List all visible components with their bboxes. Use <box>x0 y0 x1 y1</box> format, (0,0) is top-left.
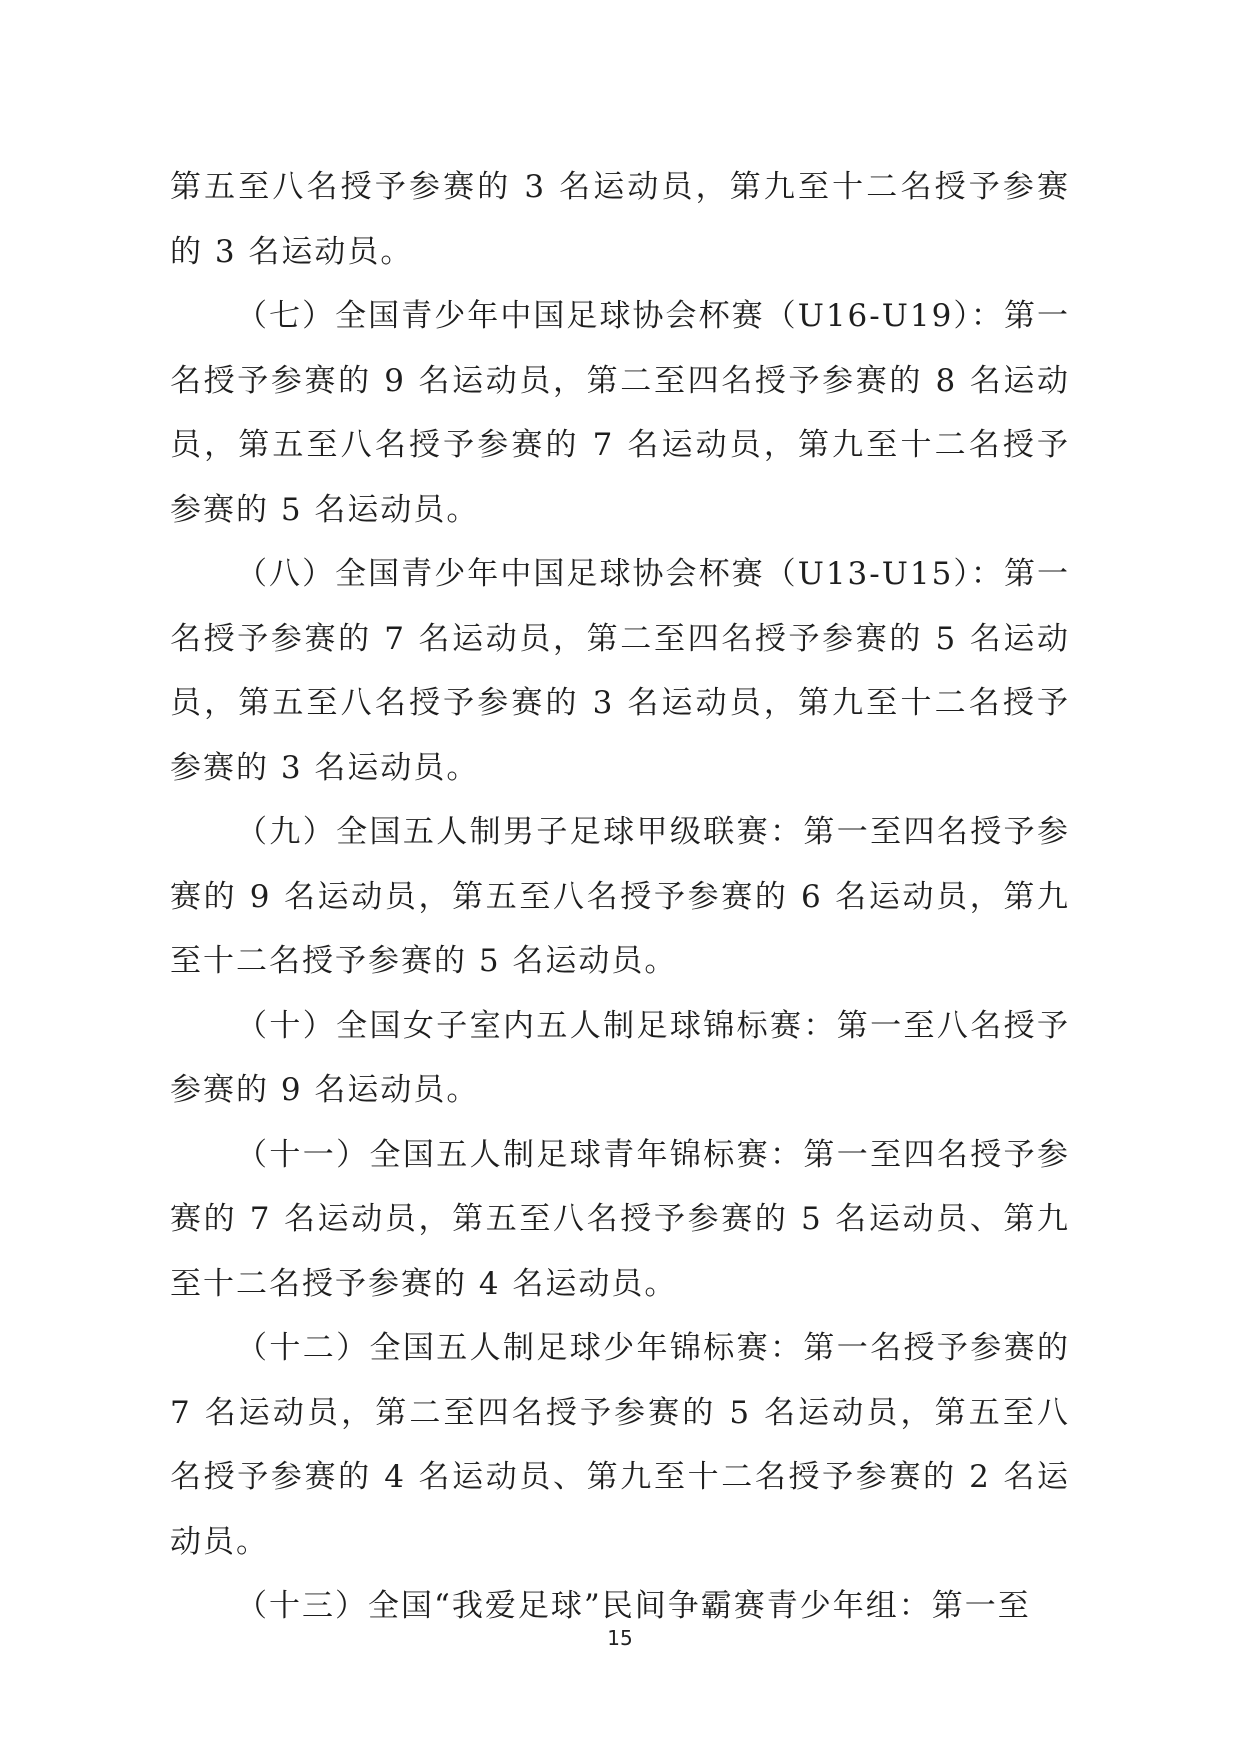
paragraph-item-13: （十三）全国“我爱足球”民间争霸赛青少年组：第一至 <box>236 1588 1031 1624</box>
paragraph-item-7: （七）全国青少年中国足球协会杯赛（U16-U19）：第一名授予参赛的 9 名运动员，第二至四名授予参赛的 8 名运动员，第五至八名授予参赛的 7 名运动员，第九至十二名授予参赛的 5 名运动员。 <box>170 298 1070 528</box>
paragraph-item-12: （十二）全国五人制足球少年锦标赛：第一名授予参赛的 7 名运动员，第二至四名授予参赛的 5 名运动员，第五至八名授予参赛的 4 名运动员、第九至十二名授予参赛的 2 名运动员。 <box>170 1330 1070 1560</box>
paragraph-item-8: （八）全国青少年中国足球协会杯赛（U13-U15）：第一名授予参赛的 7 名运动员，第二至四名授予参赛的 5 名运动员，第五至八名授予参赛的 3 名运动员，第九至十二名授予参赛的 3 名运动员。 <box>170 556 1070 786</box>
paragraph-item-10: （十）全国女子室内五人制足球锦标赛：第一至八名授予参赛的 9 名运动员。 <box>170 1007 1070 1108</box>
document-body <box>170 155 1070 1639</box>
paragraph-item-11: （十一）全国五人制足球青年锦标赛：第一至四名授予参赛的 7 名运动员，第五至八名授予参赛的 5 名运动员、第九至十二名授予参赛的 4 名运动员。 <box>170 1136 1070 1302</box>
paragraph-continuation: 第五至八名授予参赛的 3 名运动员，第九至十二名授予参赛的 3 名运动员。 <box>170 169 1070 270</box>
paragraph-item-9: （九）全国五人制男子足球甲级联赛：第一至四名授予参赛的 9 名运动员，第五至八名授予参赛的 6 名运动员，第九至十二名授予参赛的 5 名运动员。 <box>170 814 1070 979</box>
page-number: 15 <box>607 1626 633 1650</box>
